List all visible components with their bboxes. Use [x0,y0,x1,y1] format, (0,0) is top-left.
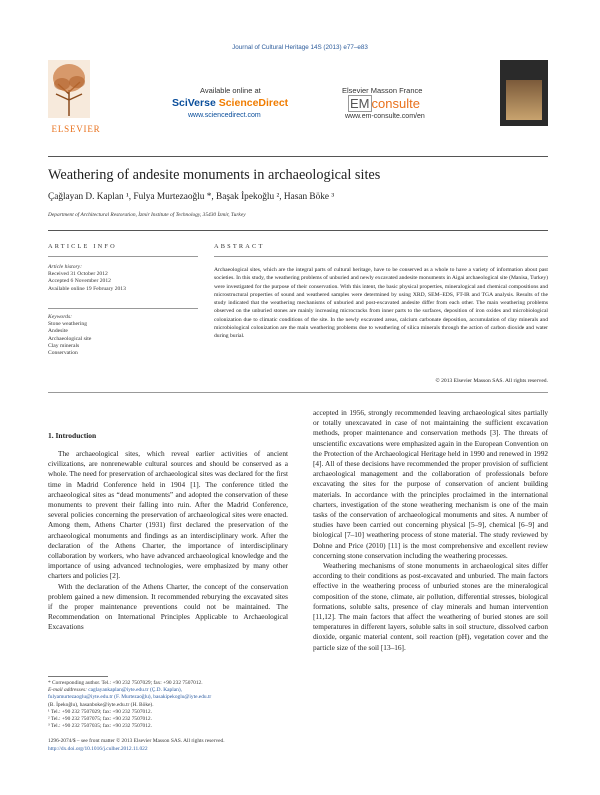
keywords-rule [48,308,198,309]
footnote-1: ¹ Tel.: +90 232 7507029; fax: +90 232 7507012. [48,708,152,715]
em-consulte-link[interactable]: www.em-consulte.com/en [345,113,425,120]
journal-cover-image [500,60,548,126]
keyword-item: Archaeological site [48,335,92,342]
elsevier-logo [48,60,102,140]
sciverse-word: SciVerse [172,97,219,109]
header-divider [48,156,548,157]
history-item: Received 31 October 2012 [48,271,108,278]
footnote-3: ³ Tel.: +90 232 7507035; fax: +90 232 7507012. [48,723,152,730]
abstract-text: Archaeological sites, which are the integral parts of cultural heritage, have to be conserved as a whole to have a variety of information about past societies. In this study, the weathering problems of unburied and newly excavated andesite monuments in Aigai archaeological site (Manisa, Turkey) were investigated for the purpose of their conservation. With this intent, the basic physical properties, mineralogical and chemical compositions and microstructural properties of sound and weathered samples were determined by using XRD, SEM–EDS, FT-IR and TGA analysis. Results of the study indicated that the weathering mechanisms of unburied and post-excavated andesite differ from each other. The main weathering problems observed on the unburied stones are mainly increasing microcracks from inner parts to the surfaces, deposition of iron oxides and microbiological colonization due to climatic conditions of the site. In the newly excavated areas, calcium carbonate deposition, accumulation of clay minerals and microbiological colonization are the main weathering problems due to weathering of silica minerals through the action of carbon dioxide and water during burial. [214,267,548,340]
doi-link[interactable]: http://dx.doi.org/10.1016/j.culher.2012.11.022 [48,745,148,752]
footnotes [48,680,288,730]
keyword-item: Stone weathering [48,321,87,328]
journal-reference[interactable]: Journal of Cultural Heritage 14S (2013) e77–e83 [232,44,368,51]
elsevier-wordmark: ELSEVIER [51,124,101,134]
bottom-info [48,738,288,753]
paragraph: accepted in 1956, strongly recommended leaving archaeological sites partially or totally unexcavated in case of not maintaining the sufficient excavation methods, proper maintenance and conservation methods [3]. The threats of unscientific excavations were emphasized again in the European Convention on the Protection of the Archaeological Heritage held in 1990 and renewed in 1992 [4]. All of these decisions have recommended the proper provision of sufficient archaeological management and the collaboration of professionals before excavating the sites for the purpose of conservation of ancient building materials. In accordance with the principles proclaimed in the international charters, investigation of the stone weathering mechanism is one of the main tasks of the conservation of archaeological monuments and sites. A number of studies have been carried out concerning physical [5–9], chemical [6–9] and biological [7–10] weathering process of stone material. The study reviewed by Dohne and Price (2010) [11] is the most comprehensive and excellent review concerning stone conservation including the weathering processes. [313,408,548,560]
issn-line: 1296-2074/$ – see front matter © 2013 Elsevier Masson SAS. All rights reserved. [48,738,225,744]
article-history [48,264,126,293]
sciencedirect-link[interactable]: www.sciencedirect.com [188,112,261,119]
keyword-item: Conservation [48,350,78,357]
author-list: Çağlayan D. Kaplan ¹, Fulya Murtezaoğlu *, Başak İpekoğlu ², Hasan Böke ³ [48,192,335,202]
abstract-bottom-rule [48,392,548,393]
article-info-rule [48,256,198,257]
emails-label: E-mail addresses: [48,687,87,694]
em-logo-mark: EM [350,96,370,111]
keyword-item: Clay minerals [48,342,80,349]
elsevier-tree-icon [48,60,90,118]
article-title: Weathering of andesite monuments in archaeological sites [48,167,381,183]
intro-right-column [313,408,548,653]
footnote-corresponding: * Corresponding author. Tel.: +90 232 7507029; fax: +90 232 7507012. [48,680,203,686]
paragraph: The archaeological sites, which reveal earlier activities of ancient civilizations, are nonrenewable cultural sources and should be conserved as a whole. The need for preservation of archaeological sites was declared for the first time in Madrid Conference held in 1904 [1]. The conference titled the archaeological sites as “dead monuments” and adopted the conservation of these monuments to prevent their falling into ruin. After the Madrid Conference, several policies concerning the preservation of archaeological sites were enacted. Among them, Athens Charter (1931) first declared the preservation of the archaeological monuments and findings as an interdisciplinary work. After the declaration of the Athens Charter, the importance of interdisciplinary collaboration by workers, who have advanced archaeological knowledge and the importance of using advanced technologies, were emphasized by many other charters and policies [2]. [48,449,288,581]
available-online-label: Available online at [200,86,261,95]
footnote-2: ² Tel.: +90 232 7507075; fax: +90 232 7507012. [48,716,152,723]
paragraph: With the declaration of the Athens Charter, the concept of the conservation problem gained a new dimension. It recommended reburying the excavated sites if the proper maintenance preventions could not be maintained. The Recommendation on International Principles Applicable to Archaeological Excavations [48,581,288,632]
abstract-heading: ABSTRACT [214,243,265,250]
keyword-item: Andesite [48,328,68,335]
em-consulte-logo[interactable] [348,96,420,111]
sciencedirect-word: ScienceDirect [218,97,289,109]
em-logo-word: consulte [371,96,420,111]
sciverse-sciencedirect-logo[interactable] [172,97,288,109]
elsevier-masson-label: Elsevier Masson France [342,86,423,95]
history-item: Accepted 6 November 2012 [48,278,111,285]
info-divider [48,230,548,231]
history-item: Available online 19 February 2013 [48,285,126,292]
email-link[interactable]: caglayankaplan@iyte.edu.tr (Ç.D. Kaplan), [88,687,182,694]
intro-left-column [48,449,288,633]
paragraph: Weathering mechanisms of stone monuments in archaeological sites differ according to their conditions as post-excavated and unburied. The main factors effective in the weathering process of unburied stones are the mineralogical composition of the stone, climate, air pollution, differential stresses, biological formations, soluble salts, presence of clay minerals and human intervention [11,12]. The main factors that affect the weathering of buried stones are soil temperatures in different layers, soluble salts in soil structure, dissolved carbon dioxide, organic material content, soil reaction (pH), vegetation cover and the particle size of the soil [13–16]. [313,561,548,652]
keywords-label: Keywords: [48,314,73,320]
abstract-rule [214,256,548,257]
history-label: Article history: [48,264,83,270]
footnote-rule [48,676,108,677]
section-heading-introduction: 1. Introduction [48,431,97,440]
copyright-notice: © 2013 Elsevier Masson SAS. All rights reserved. [435,378,548,384]
email-link[interactable]: fulyamurtezaoglu@iyte.edu.tr (F. Murtezaoğlu), basakipekoglu@iyte.edu.tr [48,694,212,701]
article-info-heading: ARTICLE INFO [48,243,117,250]
email-link[interactable]: (B. İpekoğlu), hasanboke@iyte.edu.tr (H. Böke). [48,701,154,708]
affiliation: Department of Architectural Restoration, İzmir Institute of Technology, 35430 İzmir, Turkey [48,212,246,218]
keywords-block [48,314,91,357]
